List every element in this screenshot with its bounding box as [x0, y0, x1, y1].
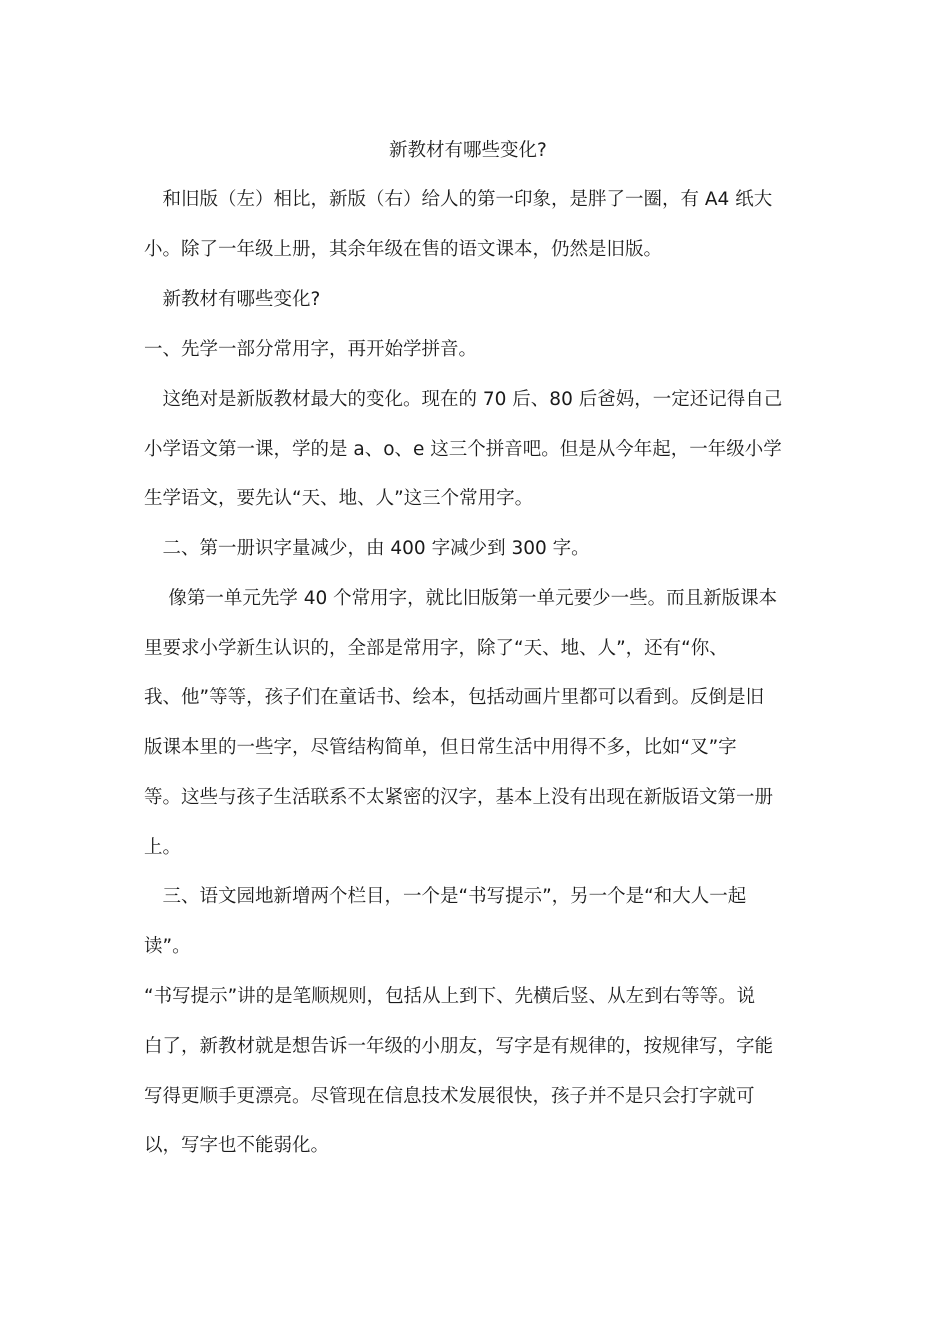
paragraph-line: 上。 [144, 837, 182, 858]
document-title: 新教材有哪些变化? [389, 140, 547, 161]
paragraph-line: 等。这些与孩子生活联系不太紧密的汉字，基本上没有出现在新版语文第一册 [144, 787, 774, 808]
paragraph-line: 生学语文，要先认“天、地、人”这三个常用字。 [144, 488, 534, 509]
paragraph-line: 版课本里的一些字，尽管结构简单，但日常生活中用得不多，比如“叉”字 [144, 737, 737, 758]
paragraph-line: 写得更顺手更漂亮。尽管现在信息技术发展很快，孩子并不是只会打字就可 [144, 1086, 755, 1107]
section-heading: 三、语文园地新增两个栏目，一个是“书写提示”，另一个是“和大人一起 [144, 886, 747, 907]
paragraph-line: 小学语文第一课，学的是 a、o、e 这三个拼音吧。但是从今年起，一年级小学 [144, 439, 782, 460]
paragraph-line: 以，写字也不能弱化。 [144, 1135, 330, 1156]
section-heading: 一、先学一部分常用字，再开始学拼音。 [144, 339, 478, 360]
paragraph-line: 像第一单元先学 40 个常用字，就比旧版第一单元要少一些。而且新版课本 [144, 588, 778, 609]
paragraph-line: “书写提示”讲的是笔顺规则，包括从上到下、先横后竖、从左到右等等。说 [144, 986, 756, 1007]
paragraph-line: 这绝对是新版教材最大的变化。现在的 70 后、80 后爸妈，一定还记得自己 [144, 389, 783, 410]
section-heading: 二、第一册识字量减少，由 400 字减少到 300 字。 [144, 538, 590, 559]
paragraph-line: 里要求小学新生认识的，全部是常用字，除了“天、地、人”，还有“你、 [144, 638, 728, 659]
paragraph-line: 读”。 [144, 936, 191, 957]
paragraph-line: 我、他”等等，孩子们在童话书、绘本，包括动画片里都可以看到。反倒是旧 [144, 687, 765, 708]
paragraph-line: 和旧版（左）相比，新版（右）给人的第一印象，是胖了一圈，有 A4 纸大 [144, 189, 773, 210]
paragraph-line: 白了，新教材就是想告诉一年级的小朋友，写字是有规律的，按规律写，字能 [144, 1036, 774, 1057]
paragraph-line: 小。除了一年级上册，其余年级在售的语文课本，仍然是旧版。 [144, 239, 663, 260]
paragraph-line: 新教材有哪些变化? [144, 289, 321, 310]
